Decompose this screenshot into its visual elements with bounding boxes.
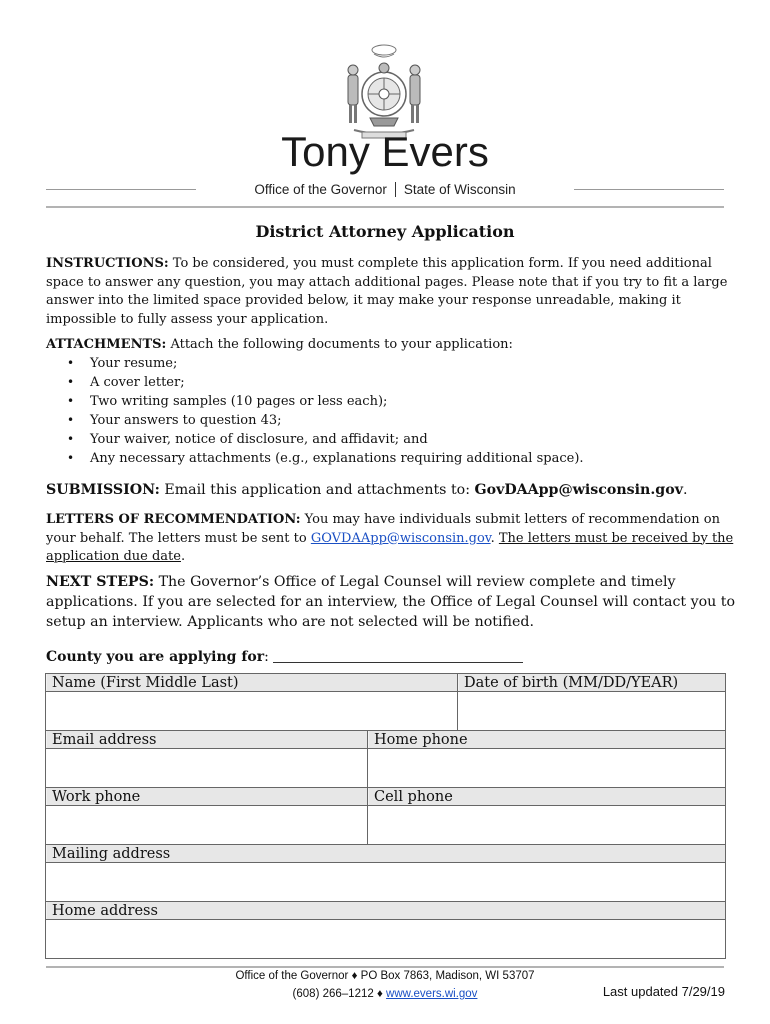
letters-mid: . [490, 530, 499, 546]
next-steps-text: The Governor’s Office of Legal Counsel will review complete and timely applications. If you are selected for an interview, the Office of Legal Counsel will contact you to setup an interview. Applicants who are not selected will be notified. [46, 574, 736, 630]
county-label: County you are applying for [46, 649, 265, 665]
footer-address: PO Box 7863, Madison, WI 53707 [360, 970, 535, 982]
work-phone-input[interactable] [46, 806, 368, 845]
submission-section [46, 480, 736, 500]
wisconsin-seal-icon [340, 42, 428, 142]
list-item: • Two writing samples (10 pages or less each); [46, 392, 584, 411]
letters-text: You may have individuals submit letters of recommendation on your behalf. The letters must be sent to [46, 512, 720, 546]
letters-email-link[interactable]: GOVDAApp@wisconsin.gov [310, 530, 491, 546]
next-steps-label: NEXT STEPS: [46, 574, 155, 590]
office-line [0, 182, 770, 197]
instructions-label: INSTRUCTIONS: [46, 256, 169, 271]
footer-address-line [0, 970, 770, 982]
submission-text: Email this application and attachments to: [159, 482, 475, 498]
letters-end: . [180, 549, 186, 564]
footer-phone: (608) 266–1212 [292, 988, 374, 1000]
name-input[interactable] [46, 692, 458, 731]
cell-phone-input[interactable] [368, 806, 726, 845]
submission-email: GovDAApp@wisconsin.gov [474, 482, 683, 498]
submission-label: SUBMISSION: [46, 482, 160, 498]
instructions-text: To be considered, you must complete this application form. If you need additional space to answer any question, you may attach additional pages. Please note that if you try to fit a large answer into the limited space provided below, it may make your response unreadable, making it impossible to fully assess your application. [46, 256, 728, 327]
home-address-input[interactable] [46, 920, 726, 959]
attachments-section [46, 336, 736, 355]
home-address-label: Home address [46, 902, 726, 920]
mailing-address-label: Mailing address [46, 845, 726, 863]
header-divider [46, 206, 724, 208]
email-input[interactable] [46, 749, 368, 788]
last-updated: Last updated 7/29/19 [602, 984, 725, 999]
mailing-address-input[interactable] [46, 863, 726, 902]
letters-deadline: The letters must be received by the application due date [46, 530, 734, 564]
list-item: • Any necessary attachments (e.g., explanations requiring additional space). [46, 449, 584, 468]
attachments-text: Attach the following documents to your application: [166, 337, 513, 352]
home-phone-input[interactable] [368, 749, 726, 788]
office-separator [395, 182, 396, 197]
list-item: • Your answers to question 43; [46, 411, 584, 430]
office-name: Office of the Governor [254, 182, 387, 197]
footer-divider [46, 966, 724, 968]
county-field [46, 648, 523, 665]
submission-end: . [682, 482, 688, 498]
list-item: • Your waiver, notice of disclosure, and affidavit; and [46, 430, 584, 449]
governor-name: Tony Evers [281, 128, 489, 175]
home-phone-label: Home phone [368, 731, 726, 749]
footer-website-link[interactable]: www.evers.wi.gov [386, 988, 478, 1000]
page-title: District Attorney Application [255, 222, 515, 241]
instructions-section [46, 255, 736, 329]
applicant-info-table [45, 673, 726, 959]
list-item: • A cover letter; [46, 373, 584, 392]
state-name: State of Wisconsin [403, 182, 516, 197]
diamond-icon: ♦ [351, 970, 358, 982]
dob-label: Date of birth (MM/DD/YEAR) [458, 674, 726, 692]
list-item: • Your resume; [46, 354, 584, 373]
diamond-icon: ♦ [376, 988, 383, 1000]
cell-phone-label: Cell phone [368, 788, 726, 806]
letters-label: LETTERS OF RECOMMENDATION: [46, 512, 301, 527]
letters-section [46, 511, 736, 567]
next-steps-section [46, 572, 736, 632]
email-label: Email address [46, 731, 368, 749]
attachments-list [46, 354, 584, 468]
dob-input[interactable] [458, 692, 726, 731]
attachments-label: ATTACHMENTS: [46, 337, 167, 352]
footer-office: Office of the Governor [235, 970, 349, 982]
name-label: Name (First Middle Last) [46, 674, 458, 692]
county-input[interactable] [273, 648, 523, 663]
work-phone-label: Work phone [46, 788, 368, 806]
county-colon: : [264, 649, 269, 665]
